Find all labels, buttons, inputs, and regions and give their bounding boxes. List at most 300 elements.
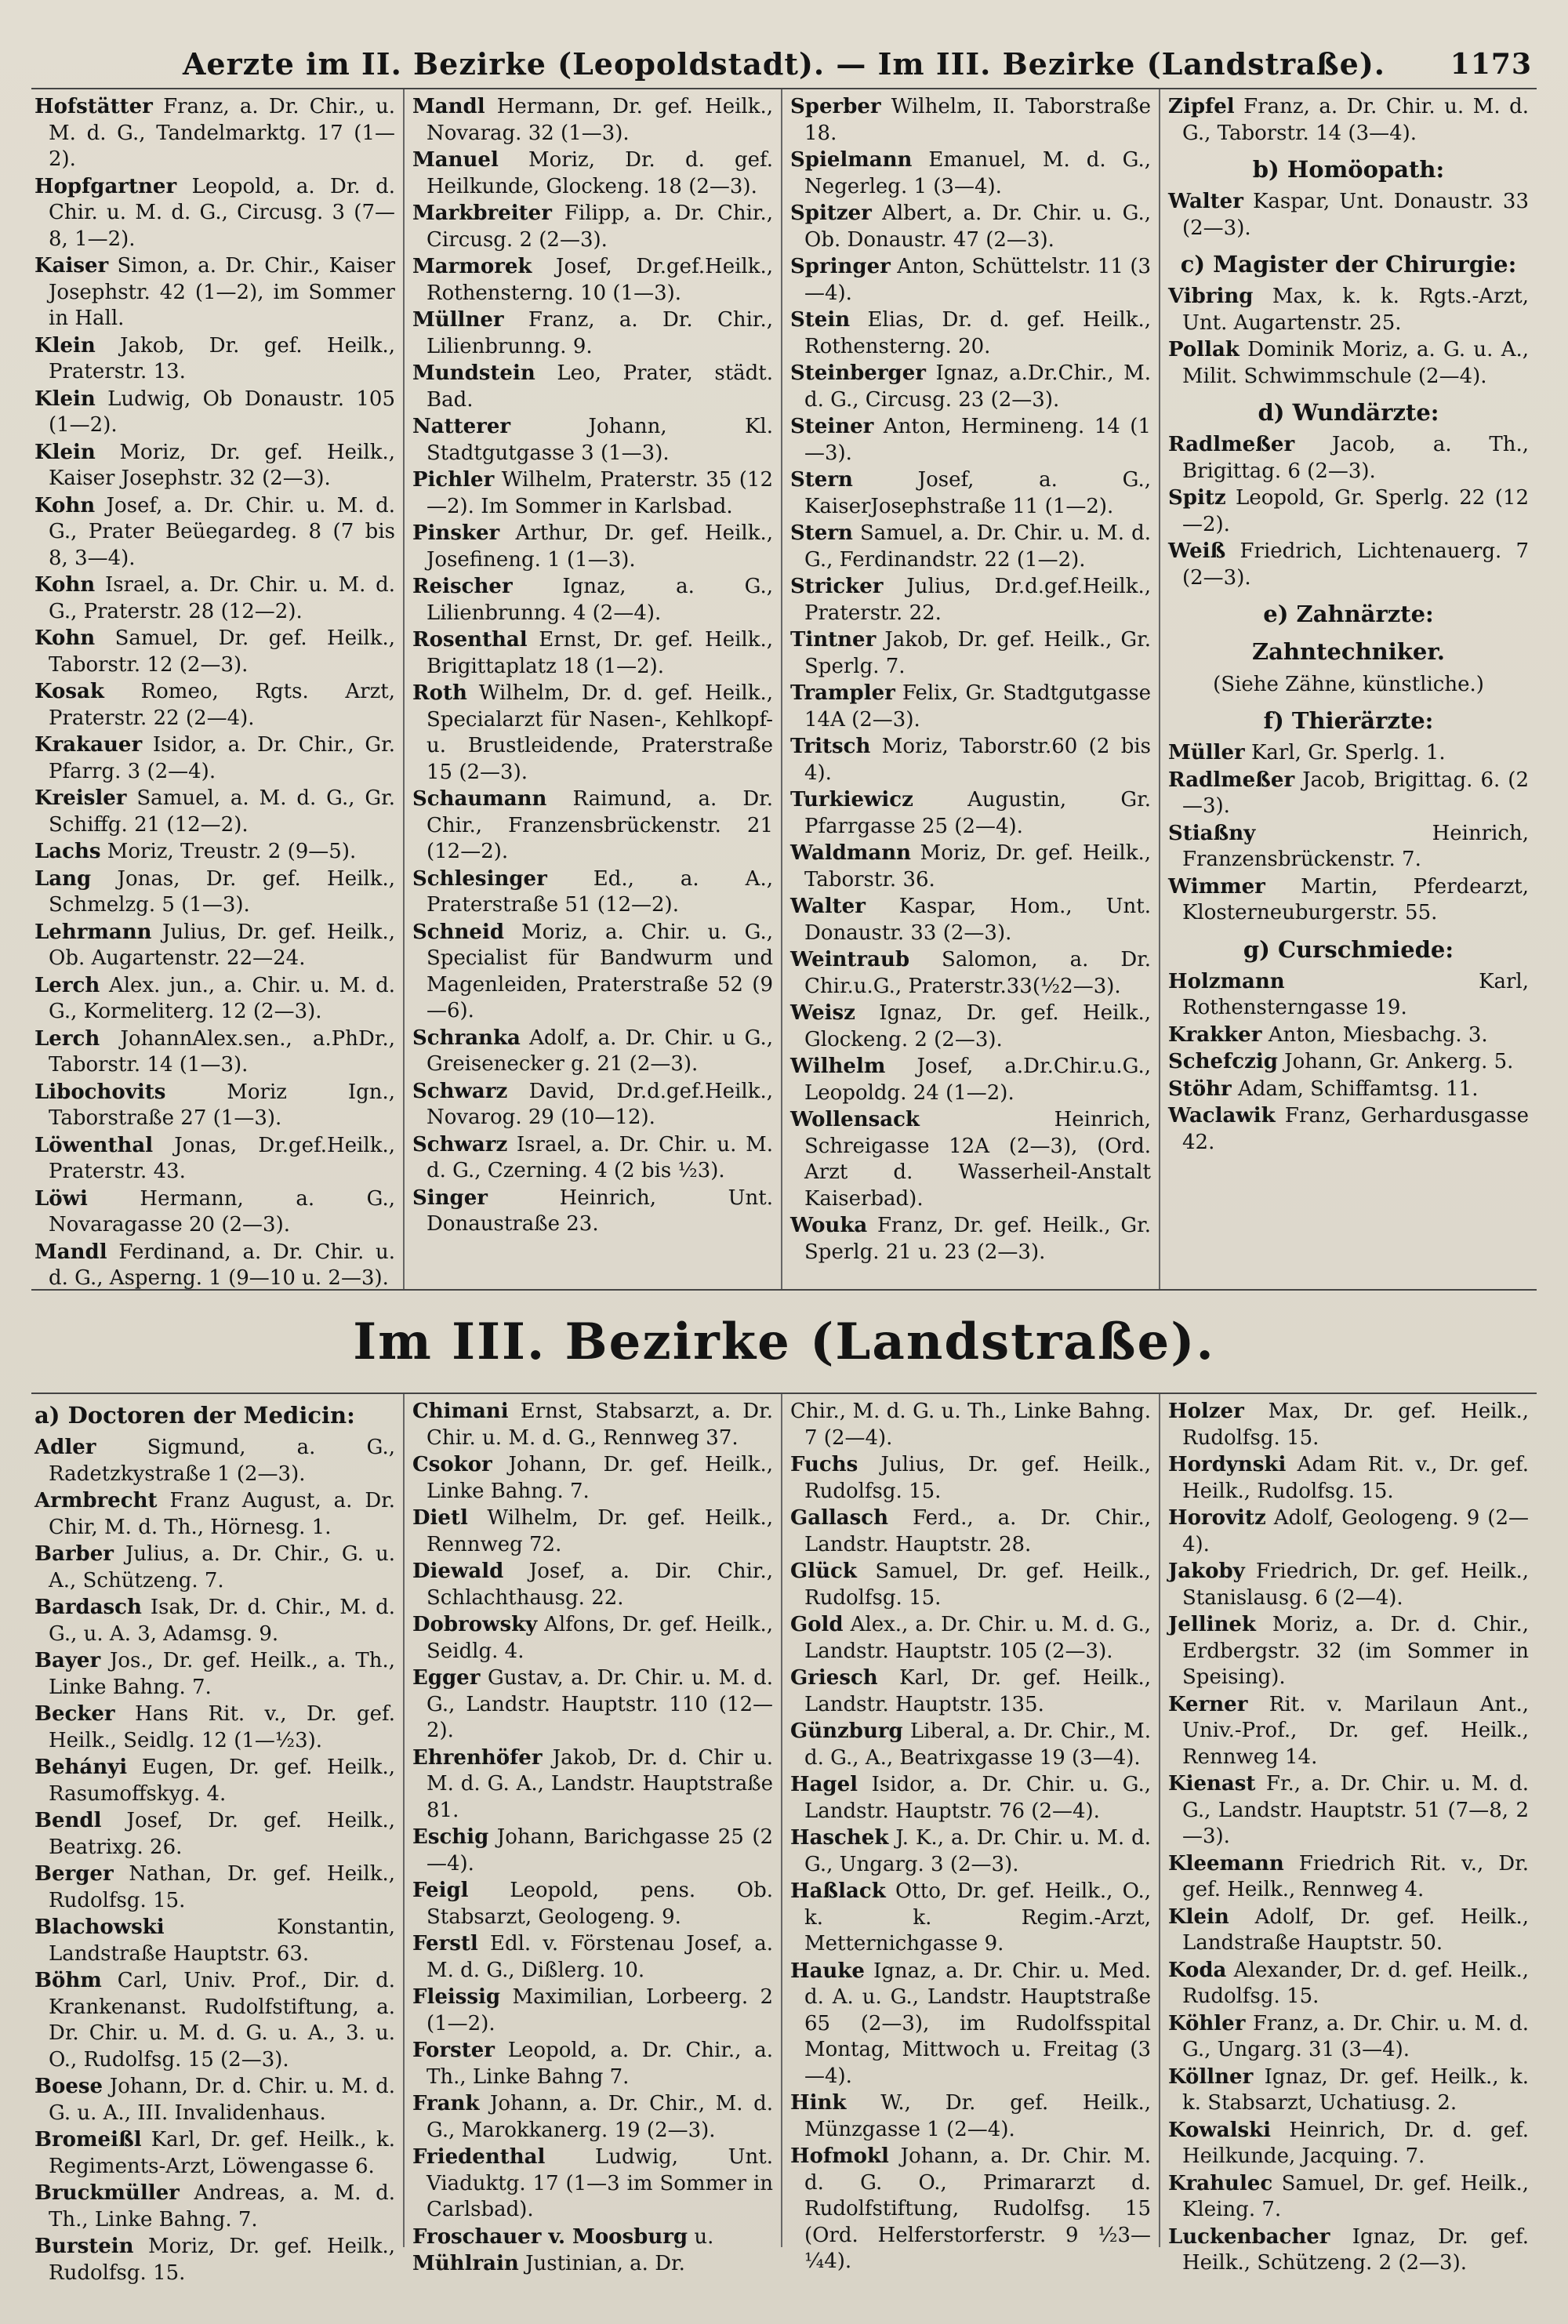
entry-name: Hofstätter xyxy=(34,95,153,118)
entry-name: Chimani xyxy=(412,1400,509,1423)
directory-entry xyxy=(790,1825,1151,1878)
entry-details: Maximilian, Lorbeerg. 2 (1—2). xyxy=(426,1985,774,2035)
section-subheading: Zahntechniker. xyxy=(1251,638,1446,665)
directory-entry xyxy=(412,866,773,919)
entry-name: Kaiser xyxy=(34,254,109,278)
entry-details: Max, Dr. gef. Heilk., Rudolfsg. 15. xyxy=(1182,1400,1529,1450)
entry-details: Isidor, a. Dr. Chir., Gr. Pfarrg. 3 (2—4). xyxy=(49,733,395,783)
directory-entry xyxy=(34,2074,395,2126)
directory-entry xyxy=(412,2091,773,2144)
directory-entry xyxy=(1168,768,1529,820)
directory-entry xyxy=(1168,1692,1529,1771)
entry-details: Samuel, a. Dr. Chir. u. M. d. G., Ferdinandstr. 22 (1—2). xyxy=(804,521,1152,572)
entry-details: Max, k. k. Rgts.-Arzt, Unt. Augartenstr. 25. xyxy=(1182,285,1530,335)
directory-entry xyxy=(412,1079,773,1131)
directory-entry xyxy=(34,174,395,253)
entry-name: Schaumann xyxy=(412,787,547,811)
entry-details: Justinian, a. Dr. xyxy=(525,2252,685,2275)
section-subheading: c) Magister der Chirurgie: xyxy=(1180,251,1517,278)
entry-name: Natterer xyxy=(412,415,511,438)
directory-entry xyxy=(790,467,1151,520)
entry-name: Dobrowsky xyxy=(412,1613,538,1636)
entry-details: Samuel, Dr. gef. Heilk., Kleing. 7. xyxy=(1182,2171,1530,2221)
directory-entry xyxy=(34,973,395,1026)
entry-details: Jakob, Dr. gef. Heilk., Gr. Sperlg. 7. xyxy=(804,628,1151,678)
directory-entry xyxy=(412,1984,773,2037)
entry-name: Adler xyxy=(34,1436,96,1459)
entry-details: Dominik Moriz, a. G. u. A., Milit. Schwimmschule (2—4). xyxy=(1182,338,1530,388)
entry-details: Friedrich, Lichtenauerg. 7 (2—3). xyxy=(1182,539,1530,590)
directory-entry xyxy=(412,1559,773,1611)
entry-name: Lang xyxy=(34,866,92,891)
directory-entry xyxy=(1168,1452,1529,1505)
directory-entry xyxy=(34,94,395,173)
entry-name: Günzburg xyxy=(790,1719,903,1743)
directory-entry xyxy=(790,1213,1151,1265)
entry-details: Heinrich, Schreigasse 12A (2—3), (Ord. Arzt d. Wasserheil-Anstalt Kaiserbad). xyxy=(804,1108,1151,1211)
entry-name: Singer xyxy=(412,1186,488,1210)
entry-details: Jos., Dr. gef. Heilk., a. Th., Linke Bahng. 7. xyxy=(49,1649,395,1699)
entry-details: Franz, a. Dr. Chir., Lilienbrunng. 9. xyxy=(426,308,773,358)
lower-column-2 xyxy=(403,1394,781,2275)
entry-details: Heinrich, Dr. d. gef. Heilkunde, Jacquing. 7. xyxy=(1182,2118,1530,2168)
directory-entry xyxy=(412,2224,773,2251)
page-header-title: Aerzte im II. Bezirke (Leopoldstadt). — Im III. Bezirke (Landstraße). xyxy=(182,46,1386,82)
directory-entry xyxy=(34,1755,395,1807)
entry-details: Karl, Rothensterngasse 19. xyxy=(1182,969,1529,1019)
entry-details: Ignaz, a. Dr. Chir. u. Med. d. A. u. G., Landstr. Hauptstraße 65 (2—3), im Rudolfsspital Montag, Mittwoch u. Freitag (3—4). xyxy=(804,1959,1151,2088)
directory-entry xyxy=(1168,1958,1529,2010)
directory-entry xyxy=(34,2181,395,2233)
entry-name: Gold xyxy=(790,1613,844,1636)
directory-entry xyxy=(790,1959,1151,2090)
entry-name: Kowalski xyxy=(1168,2118,1272,2142)
entry-name: Armbrecht xyxy=(34,1489,158,1512)
entry-details: Friedrich Rit. v., Dr. gef. Heilk., Rennweg 4. xyxy=(1182,1851,1529,1901)
entry-name: Klein xyxy=(34,333,96,358)
directory-entry xyxy=(1168,1399,1529,1451)
entry-name: Glück xyxy=(790,1560,857,1583)
directory-entry xyxy=(1168,539,1529,591)
entry-name: Stiaßny xyxy=(1168,821,1256,845)
directory-entry xyxy=(34,786,395,838)
entry-name: Klein xyxy=(34,440,96,464)
directory-entry xyxy=(1168,337,1529,390)
entry-details: Isak, Dr. d. Chir., M. d. G., u. A. 3, Adamsg. 9. xyxy=(49,1596,395,1646)
entry-name: Kohn xyxy=(34,493,96,517)
entry-name: Hordynski xyxy=(1168,1453,1287,1476)
directory-entry xyxy=(790,94,1151,147)
directory-entry xyxy=(34,732,395,785)
entry-details: Franz, Gerhardusgasse 42. xyxy=(1182,1104,1530,1154)
directory-entry xyxy=(1168,1771,1529,1850)
entry-details: Ignaz, a. G., Lilienbrunng. 4 (2—4). xyxy=(426,575,773,625)
entry-name: Boese xyxy=(34,2075,103,2098)
entry-name: Wollensack xyxy=(790,1108,920,1131)
directory-entry xyxy=(1168,1505,1529,1558)
entry-name: Markbreiter xyxy=(412,202,552,225)
entry-details: Karl, Dr. gef. Heilk., k. Regiments-Arzt, Löwengasse 6. xyxy=(49,2128,395,2178)
directory-entry xyxy=(34,1595,395,1647)
entry-details: Anton, Schüttelstr. 11 (3—4). xyxy=(804,255,1152,305)
directory-entry xyxy=(412,1612,773,1665)
entry-details: Karl, Gr. Sperlg. 1. xyxy=(1250,741,1446,764)
entry-details: Franz, a. Dr. Chir., u. M. d. G., Tandelmarktg. 17 (1—2). xyxy=(49,95,396,171)
entry-name: Haschek xyxy=(790,1826,889,1850)
entry-name: Zipfel xyxy=(1168,95,1235,118)
entry-name: Egger xyxy=(412,1666,481,1690)
entry-details: Filipp, a. Dr. Chir., Circusg. 2 (2—3). xyxy=(426,202,773,252)
entry-details: Adam, Schiffamtsg. 11. xyxy=(1238,1077,1479,1101)
entry-name: Froschauer v. Moosburg xyxy=(412,2224,688,2249)
entry-details: Leopold, Gr. Sperlg. 22 (12—2). xyxy=(1182,486,1530,536)
entry-details: Isidor, a. Dr. Chir. u. G., Landstr. Hauptstr. 76 (2—4). xyxy=(804,1773,1152,1823)
entry-name: Lerch xyxy=(34,973,100,997)
entry-details: Franz, Dr. gef. Heilk., Gr. Sperlg. 21 u. 23 (2—3). xyxy=(804,1214,1151,1264)
entry-details: Emanuel, M. d. G., Negerleg. 1 (3—4). xyxy=(804,148,1151,198)
entry-name: Diewald xyxy=(412,1560,504,1583)
entry-details: Karl, Dr. gef. Heilk., Landstr. Hauptstr. 135. xyxy=(804,1666,1151,1716)
directory-entry xyxy=(412,1665,773,1745)
entry-details: Moriz, Dr. d. gef. Heilkunde, Glockeng. 18 (2—3). xyxy=(426,148,774,198)
entry-name: Walter xyxy=(790,895,866,918)
lower-column-1 xyxy=(31,1394,403,2285)
entry-name: Krahulec xyxy=(1168,2171,1273,2195)
directory-entry xyxy=(1168,1559,1529,1611)
directory-entry xyxy=(1168,2224,1529,2277)
entry-details: Josef, a. Dr. Chir. u. M. d. G., Prater Beüegardeg. 8 (7 bis 8, 3—4). xyxy=(49,493,396,570)
directory-entry xyxy=(790,361,1151,413)
entry-name: Spielmann xyxy=(790,148,913,172)
entry-details: Moriz, Treustr. 2 (9—5). xyxy=(107,840,357,863)
section-subheading: b) Homöopath: xyxy=(1252,156,1445,183)
entry-name: Weisz xyxy=(790,1001,855,1025)
directory-entry xyxy=(34,920,395,972)
entry-details: Ernst, Stabsarzt, a. Dr. Chir. u. M. d. G., Rennweg 37. xyxy=(426,1400,773,1450)
entry-details: Josef, Dr. gef. Heilk., Beatrixg. 26. xyxy=(49,1809,395,1859)
entry-details: Friedrich, Dr. gef. Heilk., Stanislausg. 6 (2—4). xyxy=(1182,1560,1529,1610)
entry-details: Johann, Kl. Stadtgutgasse 3 (1—3). xyxy=(426,415,773,465)
entry-details: Johann, Gr. Ankerg. 5. xyxy=(1284,1050,1514,1073)
entry-name: Dietl xyxy=(412,1506,468,1530)
directory-entry xyxy=(412,574,773,626)
entry-details: Moriz, a. Dr. d. Chir., Erdbergstr. 32 (im Sommer in Speising). xyxy=(1182,1613,1530,1689)
entry-details: Johann, Dr. d. Chir. u. M. d. G. u. A., III. Invalidenhaus. xyxy=(49,2075,395,2125)
entry-name: Wimmer xyxy=(1168,874,1265,899)
entry-name: Berger xyxy=(34,1862,114,1886)
entry-name: Spitzer xyxy=(790,202,872,225)
entry-details: Liberal, a. Dr. Chir., M. d. G., A., Beatrixgasse 19 (3—4). xyxy=(804,1719,1152,1770)
entry-name: Hauke xyxy=(790,1959,865,1983)
directory-entry xyxy=(34,1186,395,1239)
entry-details: JohannAlex.sen., a.PhDr., Taborstr. 14 (1—3). xyxy=(49,1026,395,1077)
entry-details: Wilhelm, II. Taborstraße 18. xyxy=(804,95,1151,145)
entry-details: Carl, Univ. Prof., Dir. d. Krankenanst. Rudolfstiftung, a. Dr. Chir. u. M. d. G. u. A., 3. u. O., Rudolfsg. 15 (2—3). xyxy=(49,1969,395,2072)
directory-entry xyxy=(34,1915,395,1967)
entry-name: Behányi xyxy=(34,1756,128,1779)
entry-name: Krakker xyxy=(1168,1022,1262,1047)
directory-entry xyxy=(790,947,1151,1000)
directory-entry xyxy=(790,521,1151,573)
directory-entry xyxy=(34,2234,395,2286)
entry-name: Löwenthal xyxy=(34,1133,154,1157)
directory-entry xyxy=(412,1399,773,1451)
entry-name: Springer xyxy=(790,255,891,278)
entry-name: Marmorek xyxy=(412,255,532,278)
directory-entry xyxy=(412,307,773,360)
entry-details: Rit. v. Marilaun Ant., Univ.-Prof., Dr. gef. Heilk., Rennweg 14. xyxy=(1182,1692,1529,1769)
entry-name: Reischer xyxy=(412,575,513,598)
entry-details: Heinrich, Franzensbrückenstr. 7. xyxy=(1182,821,1529,871)
entry-details: Jacob, Brigittag. 6. (2—3). xyxy=(1182,768,1529,818)
entry-name: Weintraub xyxy=(790,948,910,971)
entry-name: Walter xyxy=(1168,190,1243,213)
entry-details: Alex., a. Dr. Chir. u. M. d. G., Landstr. Hauptstr. 105 (2—3). xyxy=(804,1613,1151,1663)
entry-name: Schwarz xyxy=(412,1079,508,1103)
directory-entry xyxy=(790,254,1151,307)
entry-details: Julius, Dr. gef. Heilk., Ob. Augartenstr. 22—24. xyxy=(49,920,395,970)
entry-name: Hink xyxy=(790,2091,847,2115)
upper-column-4 xyxy=(1159,89,1537,1289)
entry-name: Fleissig xyxy=(412,1985,501,2009)
entry-details: Sigmund, a. G., Radetzkystraße 1 (2—3). xyxy=(49,1436,395,1486)
directory-entry xyxy=(34,1808,395,1861)
entry-name: Kreisler xyxy=(34,786,127,810)
directory-entry xyxy=(412,1505,773,1558)
cross-reference-note: (Siehe Zähne, künstliche.) xyxy=(1213,673,1484,696)
entry-details: Salomon, a. Dr. Chir.u.G., Praterstr.33(½2—3). xyxy=(804,948,1151,998)
entry-details: Moriz, a. Chir. u. G., Specialist für Bandwurm und Magenleiden, Praterstraße 52 (9—6). xyxy=(426,920,773,1022)
directory-entry xyxy=(1168,485,1529,538)
entry-details: Andreas, a. M. d. Th., Linke Bahng. 7. xyxy=(49,2181,395,2231)
entry-details: Julius, a. Dr. Chir., G. u. A., Schützeng. 7. xyxy=(49,1542,395,1592)
directory-entry xyxy=(412,1026,773,1078)
entry-details: Adolf, Dr. gef. Heilk., Landstraße Hauptstr. 50. xyxy=(1182,1905,1530,1955)
section-subheading: g) Curschmiede: xyxy=(1243,935,1454,963)
entry-name: Klein xyxy=(1168,1905,1229,1929)
entry-name: Bruckmüller xyxy=(34,2181,180,2205)
entry-name: Schranka xyxy=(412,1026,521,1050)
directory-entry xyxy=(34,2127,395,2180)
entry-name: Eschig xyxy=(412,1825,489,1849)
directory-entry xyxy=(1168,94,1529,147)
entry-name: Holzer xyxy=(1168,1400,1244,1423)
directory-entry xyxy=(34,1133,395,1186)
entry-details: Ignaz, Dr. gef. Heilk., k. k. Stabsarzt, Uchatiusg. 2. xyxy=(1182,2064,1529,2115)
entry-name: Bromeißl xyxy=(34,2128,142,2152)
entry-details: Augustin, Gr. Pfarrgasse 25 (2—4). xyxy=(804,788,1151,838)
entry-details: Anton, Hermineng. 14 (1—3). xyxy=(804,415,1151,465)
entry-details: Nathan, Dr. gef. Heilk., Rudolfsg. 15. xyxy=(49,1862,395,1912)
directory-entry xyxy=(34,1435,395,1487)
entry-details: Jonas, Dr.gef.Heilk., Praterstr. 43. xyxy=(49,1133,396,1183)
entry-name: Hopfgartner xyxy=(34,174,177,198)
section-subheading: f) Thierärzte: xyxy=(1263,707,1434,734)
entry-details: Alex. jun., a. Chir. u. M. d. G., Kormeliterg. 12 (2—3). xyxy=(49,973,396,1023)
directory-entry xyxy=(1168,1022,1529,1049)
entry-details: Anton, Miesbachg. 3. xyxy=(1268,1022,1488,1047)
directory-entry xyxy=(412,361,773,413)
entry-details: Kaspar, Hom., Unt. Donaustr. 33 (2—3). xyxy=(804,895,1151,945)
entry-details: Kaspar, Unt. Donaustr. 33 (2—3). xyxy=(1182,190,1529,240)
entry-name: Löwi xyxy=(34,1186,88,1211)
entry-name: Radlmeßer xyxy=(1168,768,1295,792)
entry-name: Bendl xyxy=(34,1809,102,1832)
entry-name: Köllner xyxy=(1168,2064,1254,2089)
directory-entry xyxy=(1168,2171,1529,2224)
entry-details: Adolf, Geologeng. 9 (2—4). xyxy=(1182,1506,1529,1556)
entry-name: Tritsch xyxy=(790,735,871,758)
entry-details: Felix, Gr. Stadtgutgasse 14A (2—3). xyxy=(804,681,1152,732)
entry-name: Tintner xyxy=(790,628,877,652)
upper-column-1 xyxy=(31,89,403,1289)
entry-name: Turkiewicz xyxy=(790,788,913,812)
directory-entry xyxy=(34,1968,395,2073)
directory-entry xyxy=(1168,740,1529,767)
entry-name: Luckenbacher xyxy=(1168,2224,1330,2249)
directory-entry xyxy=(790,307,1151,360)
directory-entry xyxy=(34,1488,395,1541)
entry-name: Kohn xyxy=(34,573,96,597)
entry-details: Alexander, Dr. d. gef. Heilk., Rudolfsg. 15. xyxy=(1182,1958,1529,2008)
entry-details: Hermann, a. G., Novaragasse 20 (2—3). xyxy=(49,1186,395,1236)
directory-entry xyxy=(1168,2118,1529,2170)
upper-column-3 xyxy=(781,89,1159,1289)
entry-name: Kienast xyxy=(1168,1772,1256,1796)
entry-name: Feigl xyxy=(412,1879,469,1902)
directory-entry xyxy=(412,681,773,786)
entry-name: Spitz xyxy=(1168,486,1226,510)
directory-entry xyxy=(412,1745,773,1825)
entry-details: Samuel, Dr. gef. Heilk., Rudolfsg. 15. xyxy=(804,1560,1152,1610)
entry-details: Wilhelm, Praterstr. 35 (12—2). Im Sommer in Karlsbad. xyxy=(426,468,774,518)
entry-name: Fuchs xyxy=(790,1453,858,1476)
directory-entry xyxy=(34,626,395,678)
entry-name: Wilhelm xyxy=(790,1055,886,1078)
running-head xyxy=(31,41,1537,88)
entry-name: Libochovits xyxy=(34,1080,166,1104)
directory-entry xyxy=(412,2144,773,2224)
entry-name: Rosenthal xyxy=(412,628,528,652)
lower-section xyxy=(31,1393,1537,2285)
entry-details: Romeo, Rgts. Arzt, Praterstr. 22 (2—4). xyxy=(49,680,396,730)
entry-name: Burstein xyxy=(34,2235,134,2258)
entry-name: Friedenthal xyxy=(412,2145,546,2169)
entry-name: Kleemann xyxy=(1168,1851,1284,1876)
entry-details: Ernst, Dr. gef. Heilk., Brigittaplatz 18 (1—2). xyxy=(426,628,774,678)
entry-name: Holzmann xyxy=(1168,969,1285,993)
directory-entry xyxy=(412,1452,773,1505)
entry-name: Stein xyxy=(790,308,851,332)
entry-details: Josef, a. Dir. Chir., Schlachthausg. 22. xyxy=(426,1560,774,1610)
entry-name: Schlesinger xyxy=(412,866,547,891)
entry-details: Ludwig, Ob Donaustr. 105 (1—2). xyxy=(49,387,395,437)
entry-details: Ed., a. A., Praterstraße 51 (12—2). xyxy=(426,866,773,917)
directory-entry xyxy=(412,1132,773,1185)
entry-details: Gustav, a. Dr. Chir. u. M. d. G., Landstr. Hauptstr. 110 (12—2). xyxy=(426,1666,774,1742)
directory-entry xyxy=(34,493,395,572)
entry-name: Kohn xyxy=(34,626,96,650)
entry-name: Hagel xyxy=(790,1773,858,1796)
entry-details: Samuel, a. M. d. G., Gr. Schiffg. 21 (12—2). xyxy=(49,786,396,837)
entry-name: Waldmann xyxy=(790,841,912,865)
directory-entry xyxy=(1168,874,1529,927)
entry-name: Mundstein xyxy=(412,361,535,385)
entry-name: Forster xyxy=(412,2039,495,2062)
directory-entry xyxy=(1168,1905,1529,1957)
entry-name: Köhler xyxy=(1168,2011,1246,2035)
entry-details: Eugen, Dr. gef. Heilk., Rasumoffskyg. 4. xyxy=(49,1756,395,1806)
entry-name: Blachowski xyxy=(34,1915,165,1939)
directory-entry xyxy=(412,920,773,1025)
directory-entry xyxy=(412,521,773,573)
directory-entry xyxy=(1168,1049,1529,1076)
entry-details: Samuel, Dr. gef. Heilk., Taborstr. 12 (2—3). xyxy=(49,626,396,677)
entry-details: Simon, a. Dr. Chir., Kaiser Josephstr. 42 (1—2), im Sommer in Hall. xyxy=(49,254,396,330)
entry-name: Koda xyxy=(1168,1958,1227,1982)
directory-entry xyxy=(790,1054,1151,1106)
entry-details: Franz August, a. Dr. Chir, M. d. Th., Hörnesg. 1. xyxy=(49,1489,395,1539)
entry-name: Roth xyxy=(412,681,467,705)
directory-entry xyxy=(412,627,773,680)
directory-entry xyxy=(412,1186,773,1238)
entry-details: Moriz Ign., Taborstraße 27 (1—3). xyxy=(49,1080,396,1130)
entry-details: Johann, a. Dr. Chir., M. d. G., Marokkanerg. 19 (2—3). xyxy=(426,2092,774,2142)
entry-details: Konstantin, Landstraße Hauptstr. 63. xyxy=(49,1915,395,1966)
entry-name: Stern xyxy=(790,468,853,492)
entry-name: Pichler xyxy=(412,468,495,492)
entry-details: Arthur, Dr. gef. Heilk., Josefineng. 1 (1—3). xyxy=(426,521,773,572)
upper-column-2 xyxy=(403,89,781,1289)
entry-details: Ferd., a. Dr. Chir., Landstr. Hauptstr. 28. xyxy=(804,1506,1152,1556)
directory-entry xyxy=(790,841,1151,893)
directory-entry xyxy=(1168,1851,1529,1904)
entry-name: Stricker xyxy=(790,575,884,598)
entry-details: Moriz, Dr. gef. Heilk., Kaiser Josephstr. 32 (2—3). xyxy=(49,440,395,490)
entry-name: Müller xyxy=(1168,741,1245,764)
entry-name: Frank xyxy=(412,2092,480,2115)
directory-entry xyxy=(412,786,773,866)
entry-details: Israel, a. Dr. Chir. u. M. d. G., Czerning. 4 (2 bis ½3). xyxy=(426,1132,774,1182)
directory-entry xyxy=(412,1878,773,1930)
entry-details: Heinrich, Unt. Donaustraße 23. xyxy=(426,1186,774,1236)
entry-name: Mandl xyxy=(34,1240,107,1264)
entry-details: Albert, a. Dr. Chir. u. G., Ob. Donaustr. 47 (2—3). xyxy=(804,202,1151,252)
entry-name: Trampler xyxy=(790,681,895,705)
entry-details: Johann, Barichgasse 25 (2—4). xyxy=(426,1825,774,1876)
entry-details: Adam Rit. v., Dr. gef. Heilk., Rudolfsg. 15. xyxy=(1182,1453,1530,1503)
entry-details: Josef, a. G., KaiserJosephstraße 11 (1—2). xyxy=(804,468,1151,518)
entry-details: Moriz, Dr. gef. Heilk., Taborstr. 36. xyxy=(804,841,1151,891)
directory-entry xyxy=(412,147,773,200)
lower-column-4 xyxy=(1159,1394,1537,2275)
entry-details: Wilhelm, Dr. d. gef. Heilk., Specialarzt für Nasen-, Kehlkopf- u. Brustleidende, Praterstraße 15 (2—3). xyxy=(426,681,773,784)
entry-name: Csokor xyxy=(412,1453,492,1476)
entry-details: Franz, a. Dr. Chir. u. M. d. G., Taborstr. 14 (3—4). xyxy=(1182,95,1530,145)
section-title: Im III. Bezirke (Landstraße). xyxy=(31,1289,1537,1393)
entry-details: Leo, Prater, städt. Bad. xyxy=(426,361,774,412)
entry-name: Vibring xyxy=(1168,285,1254,308)
entry-details: Leopold, a. Dr. Chir., a. Th., Linke Bahng 7. xyxy=(426,2039,774,2089)
directory-entry xyxy=(34,1080,395,1132)
entry-name: Gallasch xyxy=(790,1506,889,1530)
entry-name: Pinsker xyxy=(412,521,500,545)
entry-name: Lehrmann xyxy=(34,920,152,944)
entry-details: Josef, Dr.gef.Heilk., Rothensterng. 10 (1—3). xyxy=(426,255,774,305)
entry-details: Israel, a. Dr. Chir. u. M. d. G., Praterstr. 28 (12—2). xyxy=(49,573,395,623)
directory-entry xyxy=(1168,1077,1529,1103)
entry-details: Jakob, Dr. gef. Heilk., Praterstr. 13. xyxy=(49,333,395,383)
